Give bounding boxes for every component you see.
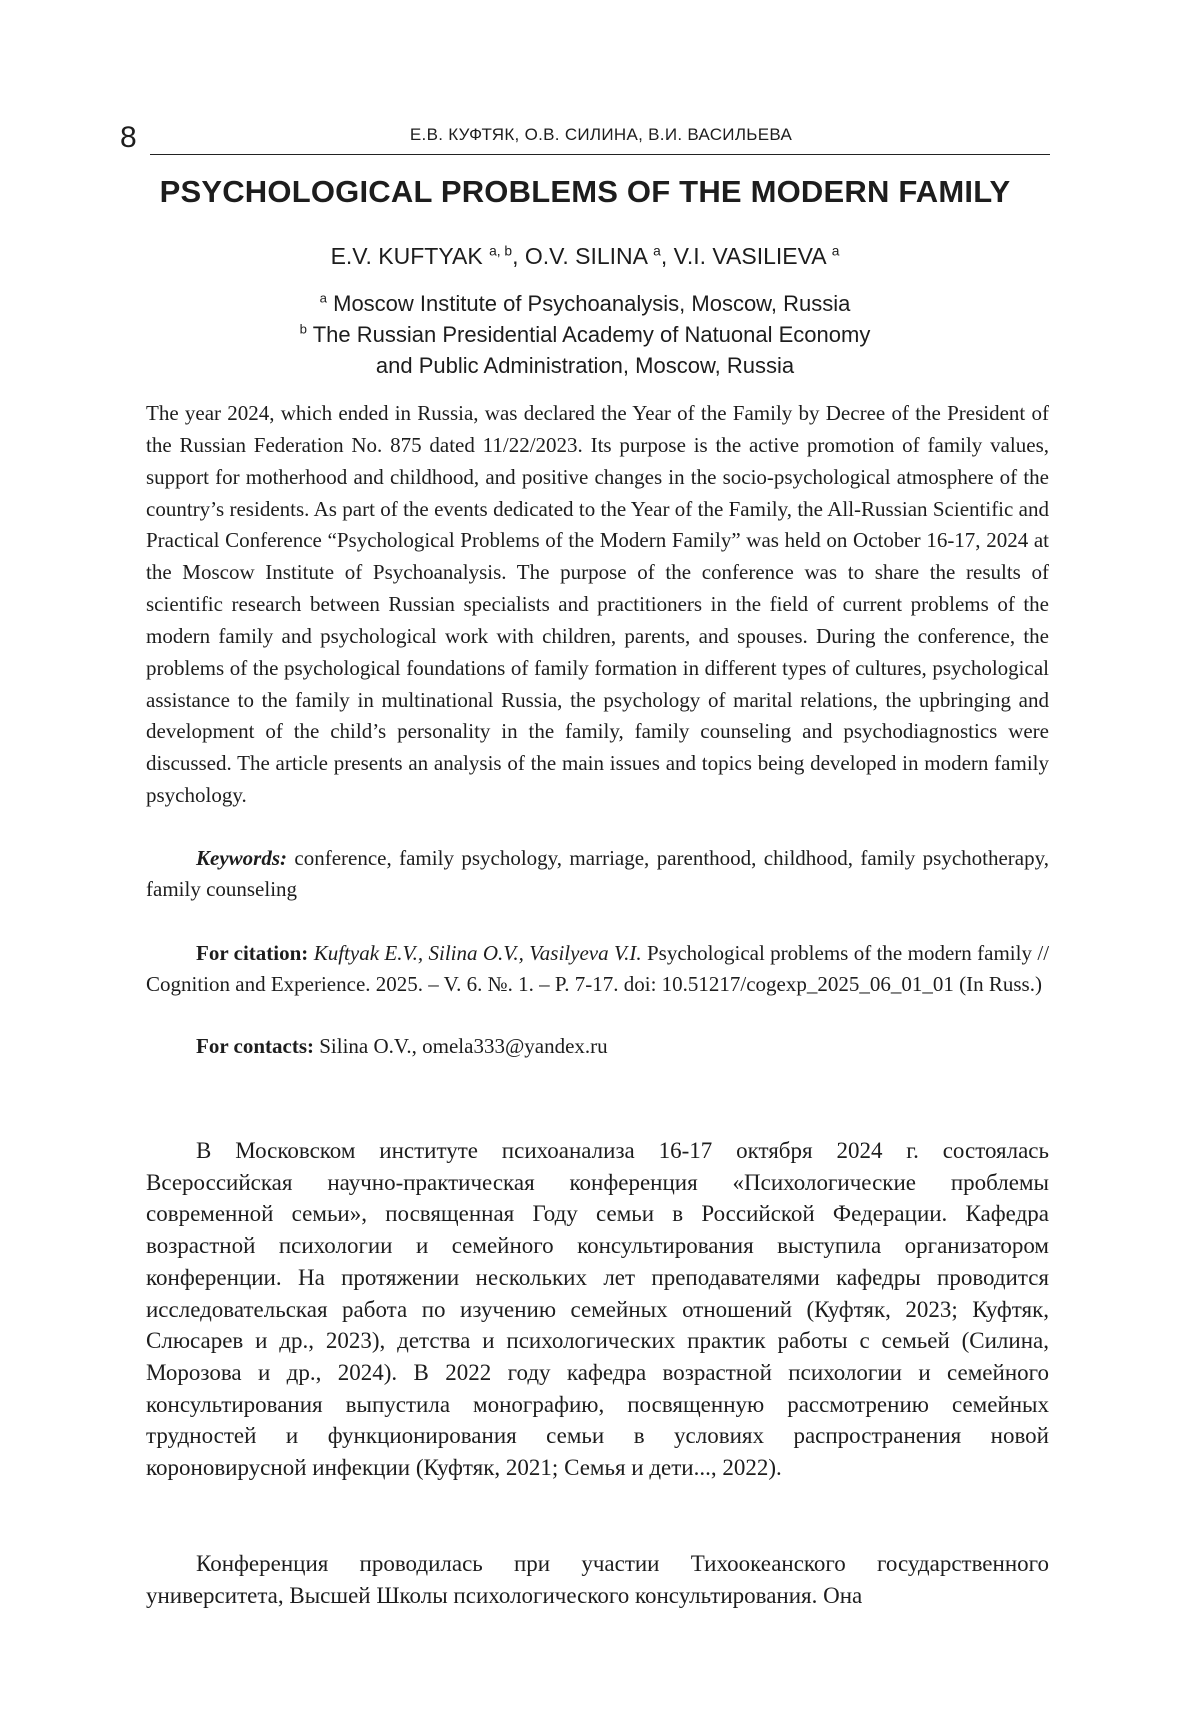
contacts-label: For contacts: <box>196 1034 314 1058</box>
author-affiliation-mark: a <box>653 243 661 259</box>
keywords-label: Keywords: <box>196 846 287 870</box>
citation-text: Psychological problems of the modern family // Cognition and Experience. 2025. – V. 6. №. 1. – P. 7-17. doi: 10.51217/cogexp_2025_06_01_01 (In Russ.) <box>146 941 1050 996</box>
affiliation-line <box>120 350 1050 381</box>
author-line: E.V. KUFTYAK $^{a, b}$, O.V. SILINA $^a$, V.I. VASILIEVA $^a$ <box>330 243 840 269</box>
author-name: E.V. KUFTYAK <box>330 243 483 269</box>
citation-label: For citation: <box>196 941 309 965</box>
contacts-text: Silina O.V., omela333@yandex.ru <box>319 1034 608 1058</box>
contacts <box>146 1031 1049 1062</box>
affiliation-line <box>120 319 1050 350</box>
header-rule <box>150 154 1050 155</box>
affiliation-text: Moscow Institute of Psychoanalysis, Moscow, Russia <box>333 291 851 316</box>
body-paragraph: В Московском институте психоанализа 16-17 октября 2024 г. состоялась Всероссийская научно-практическая конференция «Психологические проблемы современной семьи», посвященная Году семьи в Российской Федерации. Кафедра возрастной психологии и семейного консультирования выступила организатором конференции. На протяжении нескольких лет преподавателями кафедры проводится исследовательская работа по изучению семейных отношений (Куфтяк, 2023; Куфтяк, Слюсарев и др., 2023), детства и психологических практик работы с семьей (Силина, Морозова и др., 2024). В 2022 году кафедра возрастной психологии и семейного консультирования выпустила монографию, посвященную рассмотрению семейных трудностей и функционирования семьи в условиях распространения новой короновирусной инфекции (Куфтяк, 2021; Семья и дети..., 2022). <box>146 1138 1049 1481</box>
author-affiliation-mark: a <box>831 243 840 259</box>
body-paragraph: Конференция проводилась при участии Тихоокеанского государственного университета, Высшей Школы психологического консультирования. Она <box>146 1551 1049 1608</box>
article-title: PSYCHOLOGICAL PROBLEMS OF THE MODERN FAMILY <box>159 174 1011 209</box>
author-name: V.I. VASILIEVA <box>673 243 826 269</box>
keywords <box>146 843 1049 905</box>
affiliation-mark: b <box>299 321 307 337</box>
citation <box>146 938 1049 1000</box>
citation-authors: Kuftyak E.V., Silina O.V., Vasilyeva V.I. <box>313 941 642 965</box>
affiliation-mark: a <box>319 290 327 306</box>
running-head: Е.В. КУФТЯК, О.В. СИЛИНА, В.И. ВАСИЛЬЕВА <box>409 125 793 144</box>
author-name: O.V. SILINA <box>524 243 647 269</box>
page-number: 8 <box>120 121 137 154</box>
affiliation-text: and Public Administration, Moscow, Russia <box>375 353 795 378</box>
affiliation-text: The Russian Presidential Academy of Natuonal Economy <box>312 322 871 347</box>
keywords-text: conference, family psychology, marriage, parenthood, childhood, family psychotherapy, family counseling <box>146 846 1049 901</box>
abstract: The year 2024, which ended in Russia, was declared the Year of the Family by Decree of the President of the Russian Federation No. 875 dated 11/22/2023. Its purpose is the active promotion of family values, support for motherhood and childhood, and positive changes in the socio-psychological atmosphere of the country’s residents. As part of the events dedicated to the Year of the Family, the All-Russian Scientific and Practical Conference “Psychological Problems of the Modern Family” was held on October 16-17, 2024 at the Moscow Institute of Psychoanalysis. The purpose of the conference was to share the results of scientific research between Russian specialists and practitioners in the field of current problems of the modern family and psychological work with children, parents, and spouses. During the conference, the problems of the psychological foundations of family formation in different types of cultures, psychological assistance to the family in multinational Russia, the psychology of marital relations, the upbringing and development of the child’s personality in the family, family counseling and psychodiagnostics were discussed. The article presents an analysis of the main issues and topics being developed in modern family psychology. <box>146 401 1049 808</box>
affiliation-line <box>120 288 1050 319</box>
author-affiliation-mark: a, b <box>489 243 513 259</box>
affiliations <box>120 288 1050 381</box>
page-header <box>120 118 1050 158</box>
